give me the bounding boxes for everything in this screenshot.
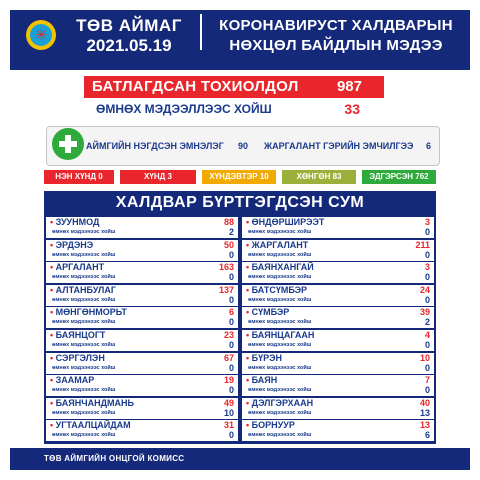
soum-new: 0 (228, 362, 234, 373)
since-note: өмнөх мэдээнээс хойш (248, 296, 312, 303)
soum-row (46, 217, 238, 238)
soum-new: 0 (424, 340, 430, 350)
footer-bar (10, 448, 470, 470)
soum-new: 0 (228, 317, 234, 328)
bullet-icon: • (50, 420, 56, 431)
soum-total: 211 (415, 239, 430, 250)
soum-name-text: СҮМБЭР (251, 307, 290, 318)
soum-row (46, 375, 238, 396)
since-note: өмнөх мэдээнээс хойш (52, 274, 116, 281)
soum-new: 0 (228, 385, 234, 396)
bullet-icon: • (50, 330, 56, 340)
soum-row (242, 262, 434, 283)
since-note: өмнөх мэдээнээс хойш (248, 229, 312, 235)
soum-name-text: БАТСҮМБЭР (251, 284, 307, 295)
soum-new: 13 (419, 407, 430, 418)
bullet-icon: • (246, 307, 252, 318)
soum-name-text: ЗУУНМОД (55, 217, 100, 227)
soum-name (246, 217, 324, 228)
soum-name (246, 330, 314, 341)
confirmed-label: БАТЛАГДСАН ТОХИОЛДОЛ (92, 78, 299, 95)
since-note: өмнөх мэдээнээс хойш (52, 229, 116, 235)
section-title: ХАЛДВАР БҮРТГЭГДСЭН СУМ (44, 191, 436, 215)
soum-name (50, 307, 127, 318)
since-note: өмнөх мэдээнээс хойш (248, 342, 312, 348)
soum-name-text: АРГАЛАНТ (55, 262, 105, 273)
soum-row (242, 420, 434, 441)
soum-row (46, 262, 238, 283)
soum-new: 2 (424, 317, 430, 328)
soum-name (246, 285, 307, 296)
soum-name (50, 420, 131, 431)
since-note: өмнөх мэдээнээс хойш (248, 251, 312, 258)
soum-name (246, 375, 277, 386)
bullet-icon: • (50, 352, 56, 363)
soum-name-text: БАЯНХАНГАЙ (251, 262, 314, 273)
plus-horizontal (59, 141, 77, 147)
soum-total: 39 (419, 307, 430, 318)
since-label: ӨМНӨХ МЭДЭЭЛЛЭЭС ХОЙШ (96, 102, 272, 116)
since-note: өмнөх мэдээнээс хойш (52, 296, 116, 303)
soum-row (242, 353, 434, 374)
soum-name-text: СЭРГЭЛЭН (55, 352, 105, 363)
soum-new: 0 (228, 430, 234, 441)
soum-row (46, 330, 238, 351)
soum-row (242, 375, 434, 396)
general-hospital-label: АЙМГИЙН НЭГДСЭН ЭМНЭЛЭГ (86, 141, 224, 151)
bullet-icon: • (50, 239, 56, 250)
bullet-icon: • (50, 397, 56, 408)
soum-new: 0 (228, 340, 234, 350)
soum-row (46, 353, 238, 374)
header-left (64, 16, 194, 56)
soum-name (50, 262, 104, 273)
soum-new: 0 (424, 249, 430, 260)
soum-name-text: АЛТАНБУЛАГ (55, 284, 116, 295)
medical-plus-icon (52, 128, 84, 160)
soum-name (246, 398, 313, 409)
bullet-icon: • (246, 330, 252, 340)
since-note: өмнөх мэдээнээс хойш (248, 364, 312, 371)
soum-new: 6 (424, 430, 430, 441)
since-note: өмнөх мэдээнээс хойш (52, 251, 116, 258)
soum-total: 50 (223, 239, 234, 250)
soum-row (46, 398, 238, 419)
soum-new: 0 (424, 362, 430, 373)
soum-new: 0 (228, 249, 234, 260)
soum-new: 10 (223, 407, 234, 418)
since-note: өмнөх мэдээнээс хойш (248, 319, 312, 326)
soum-row (46, 307, 238, 328)
soum-name (246, 307, 289, 318)
soum-new: 2 (228, 227, 234, 237)
bullet-icon: • (246, 397, 252, 408)
soum-name (246, 240, 308, 251)
status-pill: НЭН ХҮНД 0 (44, 170, 114, 184)
soum-new: 0 (424, 272, 430, 283)
since-last-report (96, 101, 384, 117)
bullet-icon: • (50, 262, 56, 273)
soum-total: 13 (419, 420, 430, 431)
soum-total: 6 (228, 307, 234, 318)
soum-name (50, 217, 99, 228)
bullet-icon: • (246, 420, 252, 431)
soum-name (246, 262, 314, 273)
bullet-icon: • (246, 262, 252, 273)
bullet-icon: • (246, 284, 252, 295)
soum-name (50, 353, 105, 364)
soum-name (50, 285, 116, 296)
since-note: өмнөх мэдээнээс хойш (248, 274, 312, 281)
header-divider (200, 14, 202, 50)
soum-name (246, 353, 282, 364)
soum-name-text: БАЯНЧАНДМАНЬ (55, 397, 134, 408)
soum-new: 0 (424, 294, 430, 305)
confirmed-value: 987 (336, 78, 362, 95)
soum-name-text: МӨНГӨНМОРЬТ (55, 307, 127, 318)
soum-total: 31 (223, 420, 234, 431)
soum-total: 4 (424, 330, 430, 340)
soum-total: 137 (218, 284, 234, 295)
report-title-line1: КОРОНАВИРУСТ ХАЛДВАРЫН (219, 17, 453, 34)
soum-total: 88 (223, 217, 234, 227)
emergency-emblem-icon (26, 20, 56, 50)
soum-row (242, 307, 434, 328)
soum-total: 3 (424, 262, 430, 273)
soum-row (242, 330, 434, 351)
soum-total: 49 (223, 397, 234, 408)
soum-total: 10 (419, 352, 430, 363)
since-value: 33 (344, 101, 360, 117)
soum-name-text: ЭРДЭНЭ (55, 239, 94, 250)
soum-name-text: БАЯНЦОГТ (55, 330, 106, 340)
soum-name (50, 398, 134, 409)
general-hospital-value: 90 (238, 141, 249, 151)
emblem-inner (30, 24, 52, 46)
footer-text: ТӨВ АЙМГИЙН ОНЦГОЙ КОМИСС (44, 454, 185, 463)
soum-name (50, 330, 105, 341)
since-note: өмнөх мэдээнээс хойш (52, 432, 116, 439)
bullet-icon: • (50, 375, 56, 386)
soum-total: 40 (419, 397, 430, 408)
since-note: өмнөх мэдээнээс хойш (248, 387, 312, 394)
soum-row (242, 285, 434, 306)
emblem-star: ✳ (34, 26, 48, 44)
soum-new: 0 (424, 227, 430, 237)
report-title-line2: НӨХЦӨЛ БАЙДЛЫН МЭДЭЭ (229, 37, 443, 54)
soum-name (50, 240, 93, 251)
soum-name-text: ЖАРГАЛАНТ (251, 239, 309, 250)
soum-name (246, 420, 295, 431)
home-treatment-value: 6 (426, 141, 432, 151)
province-title: ТӨВ АЙМАГ (76, 16, 182, 35)
since-note: өмнөх мэдээнээс хойш (52, 342, 116, 348)
status-pill: ХҮНД 3 (120, 170, 196, 184)
status-pill: ХӨНГӨН 83 (282, 170, 356, 184)
since-note: өмнөх мэдээнээс хойш (52, 387, 116, 394)
soum-row (242, 217, 434, 238)
soum-total: 163 (218, 262, 234, 273)
soum-total: 67 (223, 352, 234, 363)
soum-name-text: БҮРЭН (251, 352, 283, 363)
soum-name-text: ЗААМАР (55, 375, 95, 386)
bullet-icon: • (246, 239, 252, 250)
bullet-icon: • (246, 217, 252, 227)
soum-total: 24 (419, 284, 430, 295)
since-note: өмнөх мэдээнээс хойш (248, 409, 312, 416)
soum-name-text: УГТААЛЦАЙДАМ (55, 420, 131, 431)
soum-name (50, 375, 94, 386)
bullet-icon: • (246, 375, 252, 386)
soum-name-text: ӨНДӨРШИРЭЭТ (251, 217, 325, 227)
soum-new: 0 (228, 294, 234, 305)
since-note: өмнөх мэдээнээс хойш (52, 409, 116, 416)
report-date: 2021.05.19 (86, 36, 172, 55)
soum-row (242, 240, 434, 261)
soum-row (46, 420, 238, 441)
bullet-icon: • (50, 284, 56, 295)
soum-total: 3 (424, 217, 430, 227)
status-pill: ЭДГЭРСЭН 762 (362, 170, 436, 184)
bullet-icon: • (50, 217, 56, 227)
soum-name-text: ДЭЛГЭРХААН (251, 397, 314, 408)
home-treatment-label: ЖАРГАЛАНТ ГЭРИЙН ЭМЧИЛГЭЭ (264, 141, 414, 151)
status-pill: ХҮНДЭВТЭР 10 (202, 170, 276, 184)
soum-name-text: БОРНУУР (251, 420, 295, 431)
soum-new: 0 (228, 272, 234, 283)
soum-name-text: БАЯНЦАГААН (251, 330, 315, 340)
header-right (206, 16, 466, 56)
soum-row (46, 285, 238, 306)
soum-total: 19 (223, 375, 234, 386)
since-note: өмнөх мэдээнээс хойш (52, 319, 116, 326)
confirmed-cases-banner (84, 76, 384, 98)
soum-row (46, 240, 238, 261)
soum-row (242, 398, 434, 419)
bullet-icon: • (246, 352, 252, 363)
since-note: өмнөх мэдээнээс хойш (52, 364, 116, 371)
soum-name-text: БАЯН (251, 375, 278, 386)
soum-total: 7 (424, 375, 430, 386)
soum-new: 0 (424, 385, 430, 396)
soum-total: 23 (223, 330, 234, 340)
since-note: өмнөх мэдээнээс хойш (248, 432, 312, 439)
bullet-icon: • (50, 307, 56, 318)
